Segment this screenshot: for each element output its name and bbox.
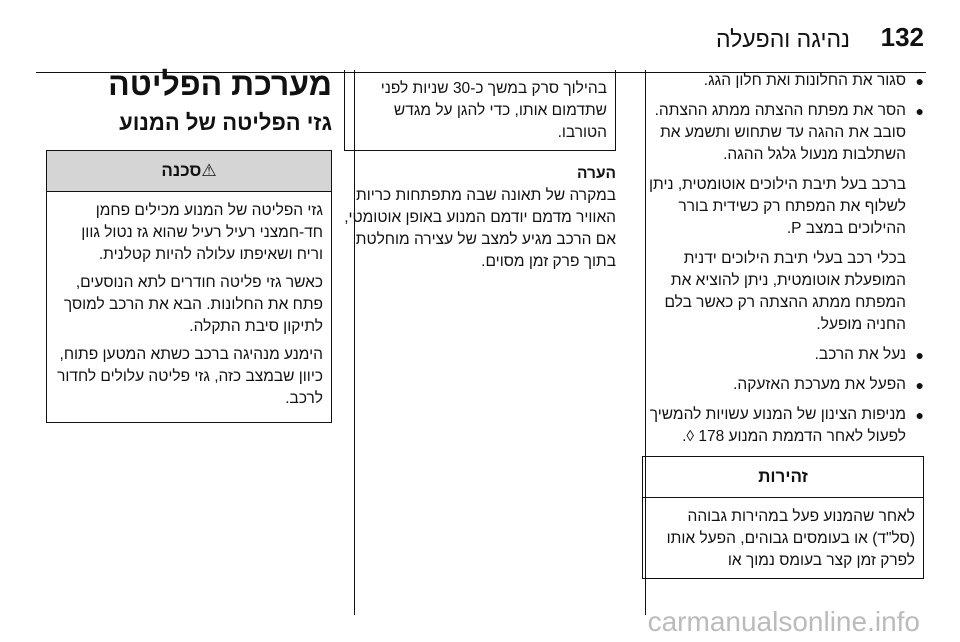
danger-body: [47, 192, 331, 422]
list-item-text: מניפות הצינון של המנוע עשויות להמשיך לפעול לאחר הדממת המנוע 178 ◊.: [649, 406, 906, 445]
list-item: [642, 374, 924, 396]
list-item: [642, 404, 924, 448]
warning-triangle-icon: ⚠: [201, 161, 217, 180]
watermark: carmanualsonline.info: [647, 606, 920, 637]
list-item-text: בכלי רכב בעלי תיבת הילוכים ידנית המופעלת אוטומטית, ניתן להוציא את המפתח ממתג ההצתה רק כאשר בלם החניה מופעל.: [664, 250, 906, 333]
page-header: [0, 20, 960, 60]
section-title: מערכת הפליטה: [108, 66, 332, 102]
danger-paragraph: הימנע מנהיגה ברכב כשתא המטען פתוח, כיוון שבמצב כזה, גזי פליטה עלולים לחדור לרכב.: [57, 346, 323, 407]
subsection-title: גזי הפליטה של המנוע: [119, 110, 332, 135]
list-item-text: הסר את מפתח ההצתה ממתג ההצתה. סובב את ההגה עד שתחוש ותשמע את השתלבות מנעול גלגל ההגה.: [654, 102, 906, 163]
caution-title: זהירות: [643, 457, 923, 498]
column-middle: [344, 70, 616, 273]
list-item-text: נעל את הרכב.: [814, 346, 906, 363]
note-body: במקרה של תאונה שבה מתפתחות כריות האוויר מדמם יודמם המנוע באופן אוטומטי, אם הרכב מגיע למצב של עצירה מוחלטת בתוך פרק זמן מסוים.: [344, 187, 616, 270]
list-item-text: ברכב בעל תיבת הילוכים אוטומטית, ניתן לשלוף את המפתח רק כשידית בורר ההילוכים במצב P.: [649, 176, 906, 237]
list-item: [642, 100, 924, 336]
list-item: [642, 70, 924, 92]
bullet-icon: ●: [915, 73, 924, 89]
note-title: הערה: [577, 165, 616, 182]
caution-continued-body: בהילוך סרק במשך כ-30 שניות לפני שתדמום אותו, כדי להגן על מגדש הטורבו.: [380, 80, 607, 141]
danger-title: סכנה: [161, 161, 202, 180]
bullet-icon: ●: [915, 347, 924, 363]
caution-body: לאחר שהמנוע פעל במהירות גבוהה (סל"ד) או בעומסים גבוהים, הפעל אותו לפרק זמן קצר בעומס נמוך או: [666, 508, 915, 569]
caution-box-continued: [344, 70, 616, 151]
bullet-icon: ●: [915, 407, 924, 423]
danger-paragraph: גזי הפליטה של המנוע מכילים פחמן חד-חמצני רעיל רעיל שהוא גז נטול גוון וריח ושאיפתו עלולה להיות קטלנית.: [81, 202, 323, 263]
danger-paragraph: כאשר גזי פליטה חודרים לתא הנוסעים, פתח את החלונות. הבא את הרכב למוסך לתיקון סיבת התקלה.: [63, 274, 323, 335]
bullet-icon: ●: [915, 103, 924, 119]
list-item-text: הפעל את מערכת האזעקה.: [733, 376, 906, 393]
bullet-list: [642, 70, 924, 448]
chapter-title: נהיגה והפעלה: [715, 26, 850, 52]
list-item: [642, 344, 924, 366]
danger-box: [46, 150, 332, 423]
column-left: [46, 66, 332, 423]
column-right: [642, 70, 924, 579]
page-number: 132: [880, 22, 924, 52]
caution-box: [642, 456, 924, 579]
danger-title-bar: [47, 151, 331, 192]
note: [344, 163, 616, 273]
list-item-text: סגור את החלונות ואת חלון הגג.: [703, 72, 906, 89]
bullet-icon: ●: [915, 377, 924, 393]
